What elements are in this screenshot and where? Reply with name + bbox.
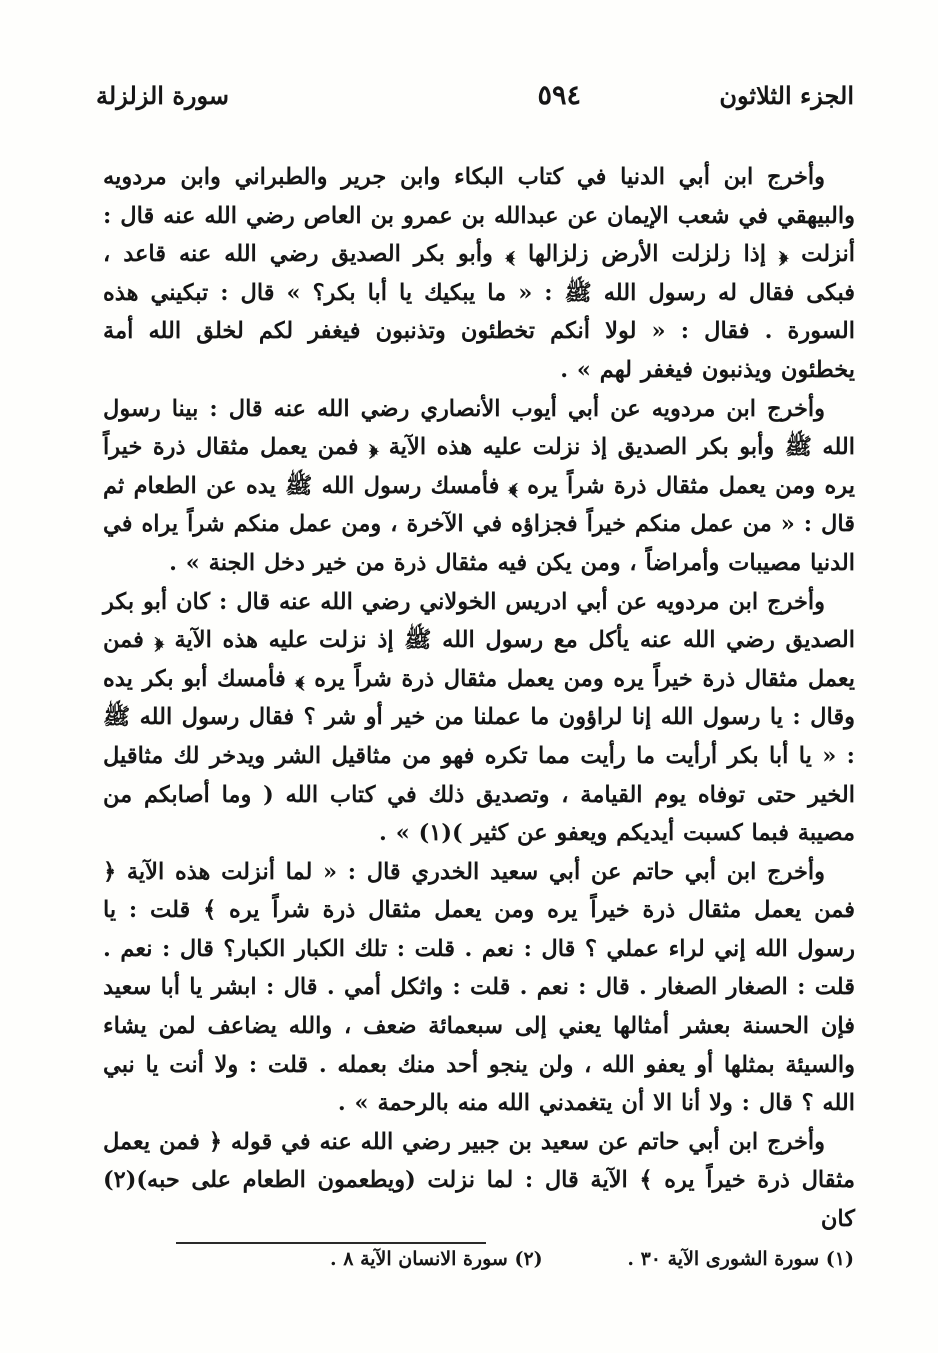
paragraph-4: وأخرج ابن أبي حاتم عن أبي سعيد الخدري قال : « لما أنزلت هذه الآية ﴿ فمن يعمل مثقال ذرة خيراً يره ومن يعمل مثقال ذرة شراً يره ﴾ قلت : يا رسول الله إني لراء عملي ؟ قال : نعم . قلت : تلك الكبار الكبار؟ قال : نعم . قلت : الصغار الصغار . قال : نعم . قلت : واثكل أمي . قال : ابشر يا أبا سعيد فإن الحسنة بعشر أمثالها يعني إلى سبعمائة ضعف ، والله يضاعف لمن يشاء والسيئة بمثلها أو يعفو الله ، ولن ينجو أحد منك بعمله . قلت : ولا أنت يا نبي الله ؟ قال : ولا أنا الا أن يتغمدني الله منه بالرحمة » . bbox=[103, 858, 855, 1117]
footnote-row bbox=[0, 1248, 938, 1270]
page-number: ٥٩٤ bbox=[537, 80, 581, 111]
running-head bbox=[96, 80, 854, 111]
paragraph-5: وأخرج ابن أبي حاتم عن سعيد بن جبير رضي الله عنه في قوله ﴿ فمن يعمل مثقال ذرة خيراً يره ﴾ الآية قال : لما نزلت (ويطعمون الطعام على حبه)(٢) كان bbox=[103, 1128, 855, 1233]
footnote-2: (٢) سورة الانسان الآية ٨ . bbox=[330, 1248, 543, 1270]
surah-title: سورة الزلزلة bbox=[96, 81, 229, 110]
footnote-area bbox=[0, 1240, 938, 1290]
footnote-1: (١) سورة الشورى الآية ٣٠ . bbox=[627, 1248, 854, 1270]
body-text bbox=[103, 158, 855, 1239]
paragraph-1: وأخرج ابن أبي الدنيا في كتاب البكاء وابن جرير والطبراني وابن مردويه والبيهقي في شعب الإيمان عن عبدالله بن عمرو بن العاص رضي الله عنه قال : أنزلت ﴿ إذا زلزلت الأرض زلزالها ﴾ وأبو بكر الصديق رضي الله عنه قاعد ، فبكى فقال له رسول الله ﷺ : « ما يبكيك يا أبا بكر؟ » قال : تبكيني هذه السورة . فقال : « لولا أنكم تخطئون وتذنبون فيغفر لكم لخلق الله أمة يخطئون ويذنبون فيغفر لهم » . bbox=[103, 164, 855, 383]
footnote-separator bbox=[176, 1242, 486, 1244]
juz-title: الجزء الثلاثون bbox=[719, 81, 854, 110]
paragraph-2: وأخرج ابن مردويه عن أبي أيوب الأنصاري رضي الله عنه قال : بينا رسول الله ﷺ وأبو بكر الصديق إذ نزلت عليه هذه الآية ﴿ فمن يعمل مثقال ذرة خيراً يره ومن يعمل مثقال ذرة شراً يره ﴾ فأمسك رسول الله ﷺ يده عن الطعام ثم قال : « من عمل منكم خيراً فجزاؤه في الآخرة ، ومن عمل منكم شراً يراه في الدنيا مصيبات وأمراضاً ، ومن يكن فيه مثقال ذرة من خير دخل الجنة » . bbox=[103, 395, 855, 576]
paragraph-3: وأخرج ابن مردويه عن أبي ادريس الخولاني رضي الله عنه قال : كان أبو بكر الصديق رضي الله عنه يأكل مع رسول الله ﷺ إذ نزلت عليه هذه الآية ﴿ فمن يعمل مثقال ذرة خيراً يره ومن يعمل مثقال ذرة شراً يره ﴾ فأمسك أبو بكر يده وقال : يا رسول الله إنا لراؤون ما عملنا من خير أو شر ؟ فقال رسول الله ﷺ : « يا أبا بكر أرأيت ما رأيت مما تكره فهو من مثاقيل الشر ويدخر لك مثاقيل الخير حتى توفاه يوم القيامة ، وتصديق ذلك في كتاب الله ( وما أصابكم من مصيبة فبما كسبت أيديكم ويعفو عن كثير )(١) » . bbox=[103, 588, 855, 847]
